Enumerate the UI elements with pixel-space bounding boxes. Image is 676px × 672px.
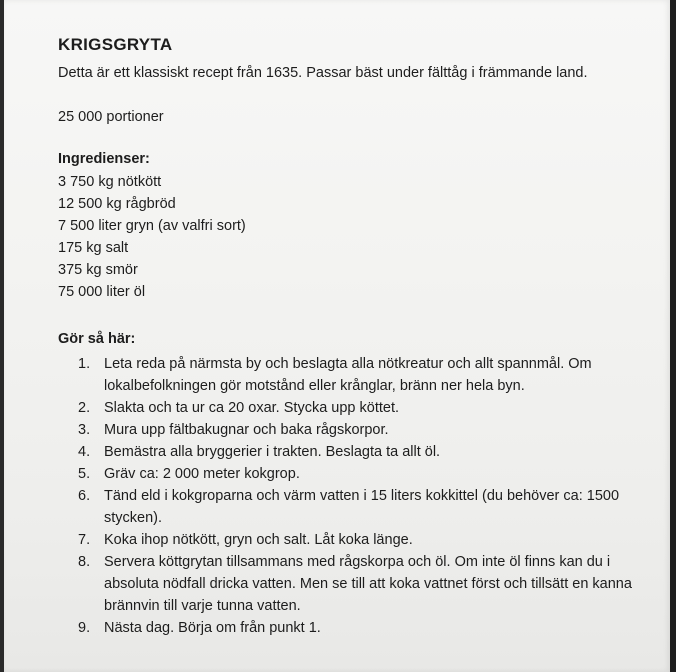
paper-sheet bbox=[4, 0, 670, 672]
recipe-title: KRIGSGRYTA bbox=[58, 35, 173, 54]
step-number: 5. bbox=[78, 466, 91, 482]
ingredient-item: 3 750 kg nötkött bbox=[58, 174, 162, 190]
step-text: Bemästra alla bryggerier i trakten. Beslagta ta allt öl. bbox=[104, 444, 441, 460]
steps-list bbox=[58, 353, 658, 639]
step-item bbox=[58, 419, 658, 441]
step-text: Koka ihop nötkött, gryn och salt. Låt koka länge. bbox=[104, 532, 413, 548]
step-item bbox=[58, 485, 658, 529]
step-item bbox=[58, 441, 658, 463]
step-text: Slakta och ta ur ca 20 oxar. Stycka upp köttet. bbox=[104, 400, 399, 416]
step-item bbox=[58, 463, 658, 485]
step-number: 1. bbox=[78, 356, 91, 372]
recipe-document bbox=[58, 34, 658, 639]
step-text: Nästa dag. Börja om från punkt 1. bbox=[104, 620, 321, 636]
step-item bbox=[58, 551, 658, 617]
step-text: Leta reda på närmsta by och beslagta alla nötkreatur och allt spannmål. Om lokalbefolkningen gör motstånd eller krånglar, bränn ner hela byn. bbox=[104, 356, 592, 394]
step-number: 7. bbox=[78, 532, 91, 548]
step-item bbox=[58, 353, 658, 397]
step-number: 2. bbox=[78, 400, 91, 416]
portions-text: 25 000 portioner bbox=[58, 109, 164, 125]
ingredients-list bbox=[58, 171, 658, 303]
steps-heading: Gör så här: bbox=[58, 331, 136, 347]
ingredients-heading: Ingredienser: bbox=[58, 151, 150, 167]
recipe-intro: Detta är ett klassiskt recept från 1635. Passar bäst under fälttåg i främmande land. bbox=[58, 65, 588, 81]
ingredient-item: 75 000 liter öl bbox=[58, 284, 146, 300]
step-text: Gräv ca: 2 000 meter kokgrop. bbox=[104, 466, 300, 482]
step-item bbox=[58, 617, 658, 639]
step-text: Mura upp fältbakugnar och baka rågskorpor. bbox=[104, 422, 389, 438]
step-text: Servera köttgrytan tillsammans med rågskorpa och öl. Om inte öl finns kan du i absoluta nödfall dricka vatten. Men se till att koka vattnet först och tillsätt en kanna brännvin till varje tunna vatten. bbox=[104, 554, 632, 614]
step-number: 9. bbox=[78, 620, 91, 636]
step-item bbox=[58, 529, 658, 551]
ingredient-item: 175 kg salt bbox=[58, 240, 129, 256]
ingredient-item: 7 500 liter gryn (av valfri sort) bbox=[58, 218, 246, 234]
step-number: 6. bbox=[78, 488, 91, 504]
step-text: Tänd eld i kokgroparna och värm vatten i 15 liters kokkittel (du behöver ca: 1500 stycken). bbox=[104, 488, 620, 526]
photo-edge-shadow bbox=[670, 0, 676, 672]
ingredient-item: 375 kg smör bbox=[58, 262, 138, 278]
step-item bbox=[58, 397, 658, 419]
step-number: 8. bbox=[78, 554, 91, 570]
ingredient-item: 12 500 kg rågbröd bbox=[58, 196, 176, 212]
step-number: 3. bbox=[78, 422, 91, 438]
step-number: 4. bbox=[78, 444, 91, 460]
